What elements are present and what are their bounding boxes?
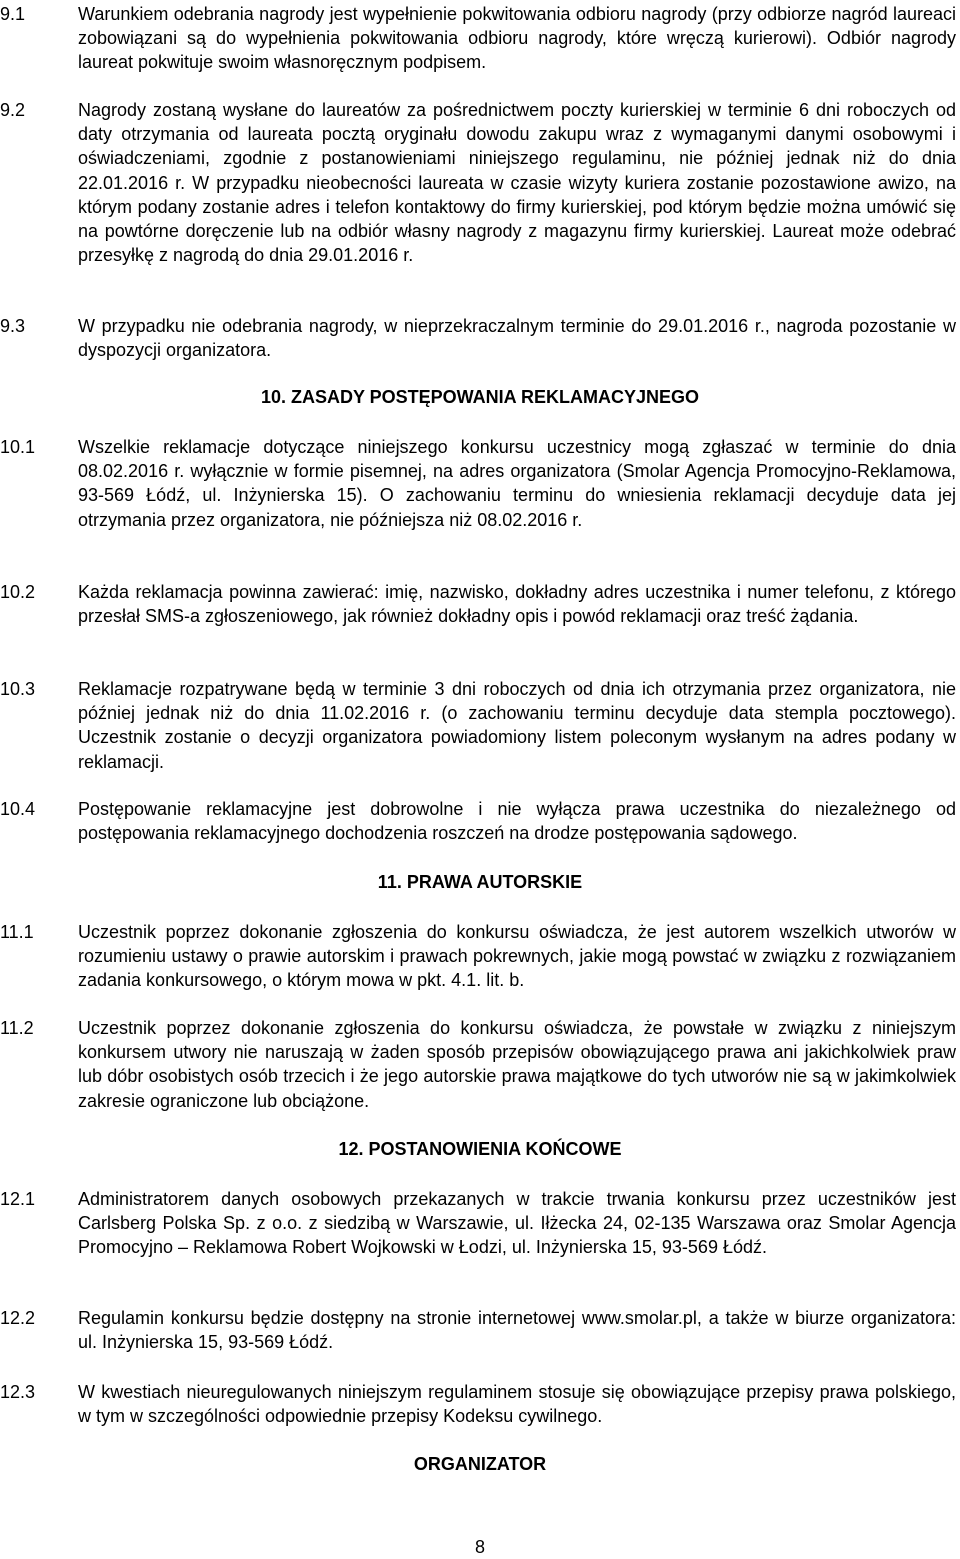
paragraph-number: 10.3: [0, 679, 36, 699]
paragraph-number: 9.1: [0, 4, 26, 24]
paragraph-text: W przypadku nie odebrania nagrody, w nieprzekraczalnym terminie do 29.01.2016 r., nagroda pozostanie w dyspozycji organizatora.: [78, 316, 956, 361]
paragraph-text: Regulamin konkursu będzie dostępny na stronie internetowej www.smolar.pl, a także w biurze organizatora: ul. Inżynierska 15, 93-569 Łódź.: [78, 1308, 956, 1353]
paragraph-text: Administratorem danych osobowych przekazanych w trakcie trwania konkursu przez uczestników jest Carlsberg Polska Sp. z o.o. z siedzibą w Warszawie, ul. Iłżecka 24, 02-135 Warszawa oraz Smolar Agencja Promocyjno – Reklamowa Robert Wojkowski w Łodzi, ul. Inżynierska 15, 93-569 Łódź.: [78, 1189, 956, 1258]
paragraph-number: 12.3: [0, 1382, 36, 1402]
organizer-heading: [0, 1452, 960, 1476]
paragraph-number: 10.4: [0, 799, 36, 819]
paragraph-text: Wszelkie reklamacje dotyczące niniejszego konkursu uczestnicy mogą zgłaszać w terminie do dnia 08.02.2016 r. wyłącznie w formie pisemnej, na adres organizatora (Smolar Agencja Promocyjno-Reklamowa, 93-569 Łódź, ul. Inżynierska 15). O zachowaniu terminu do wniesienia reklamacji decyduje data jej otrzymania przez organizatora, nie późniejsza niż 08.02.2016 r.: [78, 437, 956, 530]
paragraph-number: 12.2: [0, 1308, 36, 1328]
section-heading-text: 10. ZASADY POSTĘPOWANIA REKLAMACYJNEGO: [260, 387, 700, 407]
section-heading-10: [0, 385, 960, 409]
paragraph-text: Uczestnik poprzez dokonanie zgłoszenia do konkursu oświadcza, że jest autorem wszelkich utworów w rozumieniu ustawy o prawie autorskim i prawach pokrewnych, jakie mogą powstać w związku z rozwiązaniem zadania konkursowego, o którym mowa w pkt. 4.1. lit. b.: [78, 922, 956, 991]
paragraph-number: 10.2: [0, 582, 36, 602]
paragraph-text: Postępowanie reklamacyjne jest dobrowolne i nie wyłącza prawa uczestnika do niezależnego od postępowania reklamacyjnego dochodzenia roszczeń na drodze postępowania sądowego.: [78, 799, 956, 844]
page-number: 8: [474, 1537, 485, 1557]
paragraph-number: 10.1: [0, 437, 36, 457]
paragraph-number: 9.2: [0, 100, 26, 120]
paragraph-text: Każda reklamacja powinna zawierać: imię, nazwisko, dokładny adres uczestnika i numer telefonu, z którego przesłał SMS-a zgłoszeniowego, jak również dokładny opis i powód reklamacji oraz treść żądania.: [78, 582, 956, 627]
paragraph-number: 11.2: [0, 1018, 34, 1038]
section-heading-11: [0, 870, 960, 894]
paragraph-text: W kwestiach nieuregulowanych niniejszym regulaminem stosuje się obowiązujące przepisy prawa polskiego, w tym w szczególności odpowiednie przepisy Kodeksu cywilnego.: [78, 1382, 956, 1427]
section-heading-12: [0, 1137, 960, 1161]
paragraph-text: Nagrody zostaną wysłane do laureatów za pośrednictwem poczty kurierskiej w terminie 6 dni roboczych od daty otrzymania od laureata pocztą oryginału dowodu zakupu wraz z wymaganymi danymi osobowymi i oświadczeniami, zgodnie z postanowieniami niniejszego regulaminu, nie później jednak niż do dnia 22.01.2016 r. W przypadku nieobecności laureata w czasie wizyty kuriera zostanie pozostawione awizo, na którym podany zostanie adres i telefon kontaktowy do firmy kurierskiej, pod którym będzie można umówić się na powtórne doręczenie lub na odbiór własny nagrody z magazynu firmy kurierskiej. Laureat może odebrać przesyłkę z nagrodą do dnia 29.01.2016 r.: [78, 100, 956, 266]
section-heading-text: 12. POSTANOWIENIA KOŃCOWE: [338, 1139, 622, 1159]
paragraph-number: 9.3: [0, 316, 26, 336]
section-heading-text: 11. PRAWA AUTORSKIE: [377, 872, 583, 892]
paragraph-text: Uczestnik poprzez dokonanie zgłoszenia do konkursu oświadcza, że powstałe w związku z niniejszym konkursem utwory nie naruszają w żaden sposób przepisów obowiązującego prawa ani jakichkolwiek praw lub dóbr osobistych osób trzecich i że jego autorskie prawa majątkowe do tych utworów nie są w jakimkolwiek zakresie ograniczone lub obciążone.: [78, 1018, 956, 1111]
paragraph-text: Warunkiem odebrania nagrody jest wypełnienie pokwitowania odbioru nagrody (przy odbiorze nagród laureaci zobowiązani są do wypełnienia pokwitowania odbioru nagrody, które wręczą kurierowi). Odbiór nagrody laureat pokwituje swoim własnoręcznym podpisem.: [78, 4, 956, 73]
paragraph-text: Reklamacje rozpatrywane będą w terminie 3 dni roboczych od dnia ich otrzymania przez organizatora, nie później jednak niż do dnia 11.02.2016 r. (o zachowaniu terminu decyduje data stempla pocztowego). Uczestnik zostanie o decyzji organizatora powiadomiony listem poleconym wysłanym na adres podany w reklamacji.: [78, 679, 956, 772]
paragraph-number: 12.1: [0, 1189, 36, 1209]
organizer-label: ORGANIZATOR: [413, 1454, 547, 1474]
paragraph-number: 11.1: [0, 922, 34, 942]
